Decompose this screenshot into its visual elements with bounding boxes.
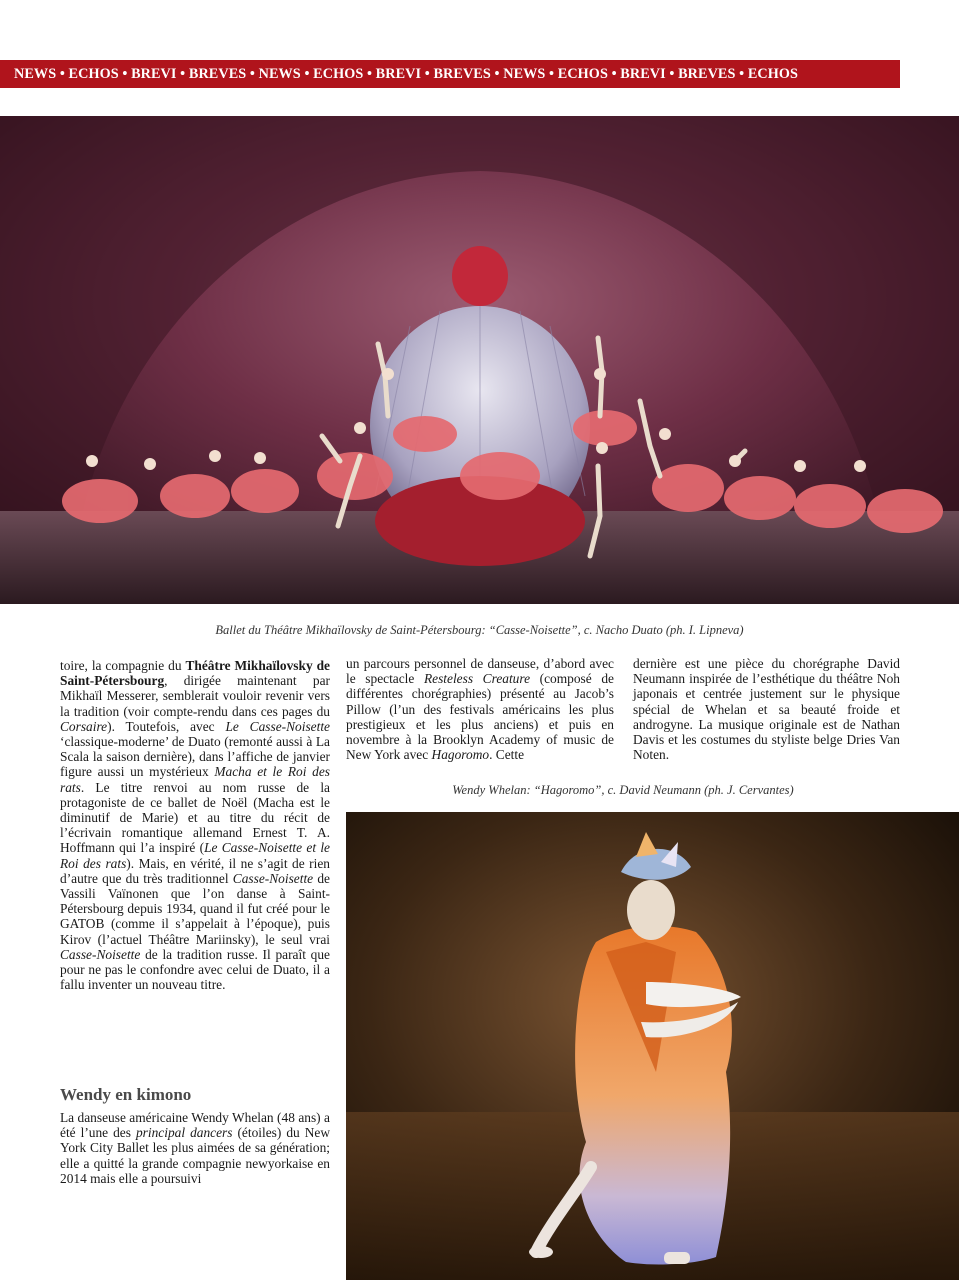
article2-paragraph-2: un parcours personnel de danseuse, d’abord avec le spectacle Resteless Creature (composé de différentes chorégraphies) présenté au Jacob’s Pillow (l’un des festivals américains les plus prestigieux et les plus anciens) et puis en novembre à la Brooklyn Academy of music de New York avec Hagoromo. Cette: [346, 656, 614, 763]
article2-paragraph-1: La danseuse américaine Wendy Whelan (48 ans) a été l’une des principal dancers (étoiles) du New York City Ballet les plus aimées de sa génération; elle a quitté la grande compagnie newyorkaise en 2014 mais elle a poursuivi: [60, 1110, 331, 1186]
article2-heading: Wendy en kimono: [60, 1085, 192, 1104]
article2-paragraph-3: dernière est une pièce du chorégraphe David Neumann inspirée de l’esthétique du théâtre Noh japonais et centrée justement sur le physique spécial de Whelan et sa beauté froide et androgyne. La musique originale est de Nathan Davis et les costumes du styliste belge Dries Van Noten.: [633, 656, 900, 763]
article1-paragraph: toire, la compagnie du Théâtre Mikhaïlovsky de Saint-Pétersbourg, dirigée maintenant par Mikhaïl Messerer, semblerait vouloir revenir vers la tradition (voir compte-rendu dans ces pages du Corsaire). Toutefois, avec Le Casse-Noisette ‘classique-moderne’ de Duato (remonté aussi à La Scala la saison dernière), dans l’affiche de janvier figure aussi un mystérieux Macha et le Roi des rats. Le titre renvoi au nom russe de la protagoniste de ce ballet de Noël (Macha est le diminutif de Marie) et au titre du récit de l’écrivain romantique allemand Ernest T. A. Hoffmann qui l’a inspiré (Le Casse-Noisette et le Roi des rats). Mais, en vérité, il ne s’agit de rien d’autre que du très traditionnel Casse-Noisette de Vassili Vaïnonen que l’on danse à Saint-Pétersbourg depuis 1934, quand il fut créé pour le GATOB (comme il s’appelait à l’époque), puis Kirov (l’actuel Théâtre Mariinsky), le seul vrai Casse-Noisette de la tradition russe. Il paraît que pour ne pas le confondre avec celui de Duato, il a fallu inventer un nouveau titre.: [60, 658, 330, 993]
photo2-caption: Wendy Whelan: “Hagoromo”, c. David Neumann (ph. J. Cervantes): [452, 783, 794, 797]
article2-column-left: [60, 1110, 330, 1186]
article2-column-right: [633, 656, 900, 762]
ballet-stage-photo: [0, 116, 959, 604]
article1-column: [60, 658, 330, 992]
section-banner: [0, 60, 900, 88]
dancer-kimono-photo: [346, 812, 959, 1280]
photo1-caption: Ballet du Théâtre Mikhaïlovsky de Saint-Pétersbourg: “Casse-Noisette”, c. Nacho Duato (ph. I. Lipneva): [215, 623, 744, 637]
banner-text: NEWS • ECHOS • BREVI • BREVES • NEWS • ECHOS • BREVI • BREVES • NEWS • ECHOS • BREVI • BREVES • ECHOS: [14, 65, 798, 82]
article2-column-middle: [346, 656, 614, 762]
